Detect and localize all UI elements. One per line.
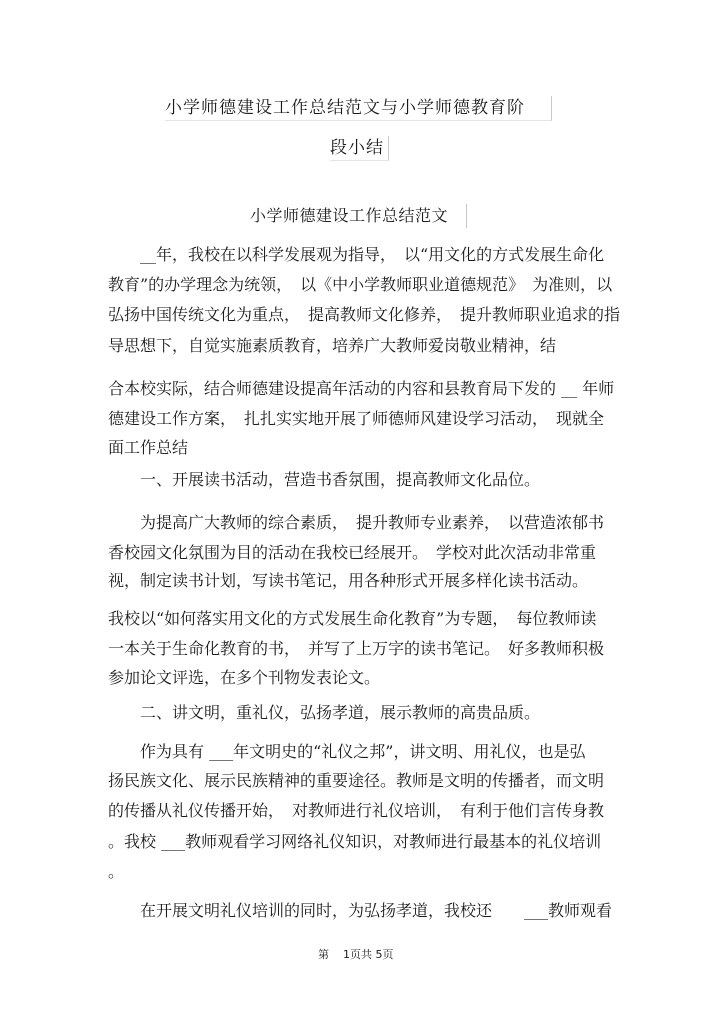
body-line: 德建设工作方案， 扎扎实实地开展了师德师风建设学习活动， 现就全	[108, 409, 605, 428]
body-line: 合本校实际，结合师德建设提高年活动的内容和县教育局下发的 __ 年师	[108, 379, 615, 398]
body-line: 我校以“如何落实用文化的方式发展生命化教育”为专题， 每位教师读	[108, 609, 597, 628]
body-line: 为提高广大教师的综合素质， 提升教师专业素养， 以营造浓郁书	[108, 513, 605, 532]
body-line: 面工作总结	[108, 438, 189, 457]
body-line: 的传播从礼仪传播开始， 对教师进行礼仪培训， 有利于他们言传身教	[108, 801, 605, 820]
document-title-line-2: 段小结	[330, 136, 389, 161]
body-line: 教育”的办学理念为统领， 以《中小学教师职业道德规范》 为准则，以	[108, 275, 613, 294]
body-line: 参加论文评选，在多个刊物发表论文。	[108, 668, 381, 687]
body-line: 。我校 ___教师观看学习网络礼仪知识，对教师进行最基本的礼仪培训	[108, 832, 602, 851]
footer-page-info: 1页共 5页	[343, 948, 394, 961]
body-line: 。	[108, 862, 125, 881]
page-footer	[318, 946, 394, 962]
body-line: 一本关于生命化教育的书， 并写了上万字的读书笔记。 好多教师积极	[108, 639, 605, 658]
body-line: 视，制定读书计划，写读书笔记，用各种形式开展多样化读书活动。	[108, 571, 589, 590]
body-line: 在开展文明礼仪培训的同时，为弘扬孝道，我校还 ___教师观看	[108, 901, 613, 920]
body-line: 弘扬中国传统文化为重点， 提高教师文化修养， 提升教师职业追求的指	[108, 305, 621, 324]
document-title-line-1: 小学师德建设工作总结范文与小学师德教育阶	[165, 96, 552, 121]
section-subtitle: 小学师德建设工作总结范文	[250, 204, 467, 228]
footer-prefix: 第	[318, 948, 329, 961]
body-line: 香校园文化氛围为目的活动在我校已经展开。 学校对此次活动非常重	[108, 543, 597, 562]
body-line: 作为具有 ___年文明史的“礼仪之邦”，讲文明、用礼仪，也是弘	[108, 742, 586, 761]
body-line: __年，我校在以科学发展观为指导， 以“用文化的方式发展生命化	[108, 245, 605, 264]
section-heading: 二、讲文明，重礼仪，弘扬孝道，展示教师的高贵品质。	[108, 703, 541, 722]
body-line: 导思想下，自觉实施素质教育，培养广大教师爱岗敬业精神，结	[108, 336, 557, 355]
body-line: 扬民族文化、展示民族精神的重要途径。教师是文明的传播者，而文明	[108, 771, 605, 790]
section-heading: 一、开展读书活动，营造书香氛围，提高教师文化品位。	[108, 470, 541, 489]
